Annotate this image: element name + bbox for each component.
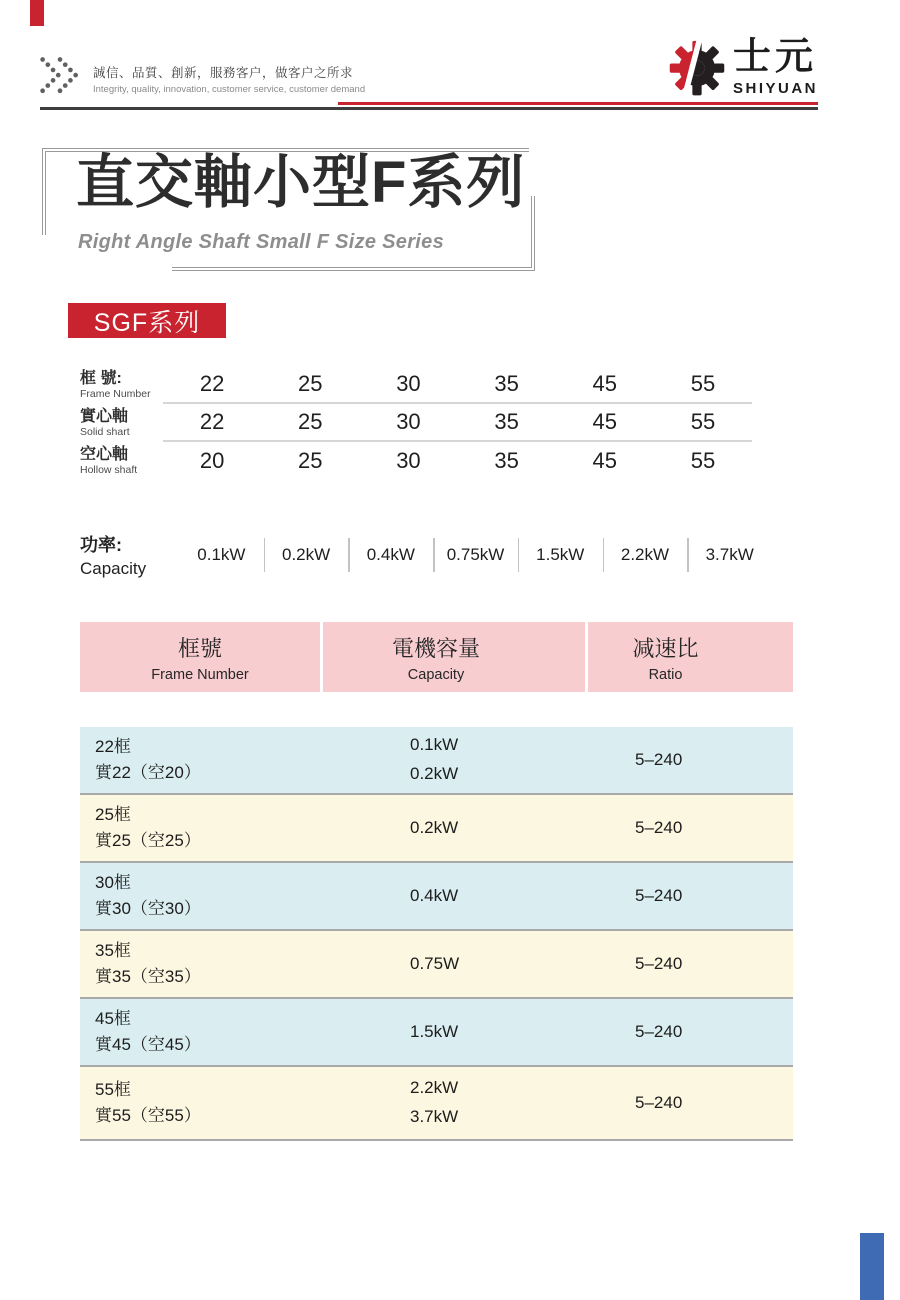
spec-value: 45 — [592, 371, 618, 396]
frame-line2: 實55（空55） — [95, 1106, 201, 1125]
ratio-value: 5–240 — [635, 750, 683, 769]
ratio-value: 5–240 — [635, 818, 683, 837]
capacity-line: 0.75W — [410, 953, 460, 973]
selection-table-body — [80, 727, 793, 1141]
frame-line1: 35框 — [95, 940, 131, 960]
spec-label-en: Solid shart — [80, 426, 130, 439]
brand-name-english: SHIYUAN — [733, 79, 819, 97]
spec-value: 30 — [396, 371, 421, 396]
spec-value: 55 — [690, 409, 716, 434]
cell-capacity — [330, 999, 560, 1065]
header-rule-red — [338, 102, 818, 105]
cell-frame — [80, 1067, 330, 1139]
ratio-value: 5–240 — [635, 1093, 683, 1112]
company-motto — [93, 63, 365, 95]
capacity-line: 0.4kW — [410, 885, 459, 905]
spec-row-solid-shaft — [80, 404, 752, 442]
header-en: Capacity — [407, 666, 465, 683]
cell-frame — [80, 795, 330, 861]
capacity-line: 2.2kW — [410, 1078, 459, 1098]
capacity-line: 1.5kW — [410, 1021, 459, 1041]
capacity-value: 0.2kW — [264, 535, 349, 575]
cell-ratio — [560, 863, 793, 929]
spec-values — [163, 442, 752, 480]
header-rule-dark — [40, 107, 818, 110]
capacity-value: 1.5kW — [518, 535, 603, 575]
spec-label-en: Frame Number — [80, 388, 151, 401]
cell-frame — [80, 727, 330, 793]
frame-line2: 實22（空20） — [95, 763, 201, 782]
spec-value: 20 — [199, 448, 225, 473]
frame-line2: 實45（空45） — [95, 1035, 201, 1054]
capacity-value: 0.75kW — [433, 535, 518, 575]
spec-row-label — [80, 404, 163, 442]
table-row — [80, 861, 793, 929]
capacity-value: 0.1kW — [197, 545, 246, 564]
cell-capacity — [330, 931, 560, 997]
capacity-label-en: Capacity — [80, 559, 147, 578]
capacity-line: 0.2kW — [410, 817, 459, 837]
cell-capacity — [330, 863, 560, 929]
spec-values — [163, 404, 752, 442]
gear-logo-icon — [666, 38, 728, 96]
spec-row-label — [80, 366, 163, 404]
spec-value: 35 — [494, 409, 519, 434]
cell-ratio — [560, 999, 793, 1065]
spec-row-frame-number — [80, 366, 752, 404]
page-corner-red-mark — [30, 0, 44, 26]
selection-table-header — [80, 622, 793, 692]
capacity-value: 0.4kW — [348, 535, 433, 575]
series-badge: SGF系列 — [68, 303, 226, 338]
spec-value: 45 — [592, 409, 618, 434]
ratio-value: 5–240 — [635, 886, 683, 905]
frame-line2: 實25（空25） — [95, 831, 201, 850]
capacity-label-zh: 功率: — [80, 535, 122, 555]
spec-label-zh: 框 號: — [80, 369, 122, 387]
spec-label-en: Hollow shaft — [80, 464, 138, 477]
spec-row-label — [80, 442, 163, 480]
capacity-line: 3.7kW — [410, 1107, 459, 1126]
header-en: Ratio — [648, 666, 683, 683]
cell-ratio — [560, 727, 793, 793]
cell-frame — [80, 999, 330, 1065]
header-cell-ratio — [588, 622, 793, 692]
header-en: Frame Number — [151, 666, 249, 683]
cell-capacity — [330, 727, 560, 793]
spec-value: 35 — [494, 448, 519, 473]
header-cell-capacity — [323, 622, 585, 692]
page-subtitle: Right Angle Shaft Small F Size Series — [78, 231, 444, 253]
spec-value: 25 — [298, 409, 323, 434]
table-row — [80, 1065, 793, 1141]
spec-value: 22 — [199, 371, 225, 396]
spec-value: 45 — [592, 448, 618, 473]
spec-value: 25 — [298, 371, 323, 396]
frame-line2: 實30（空30） — [95, 899, 201, 918]
spec-value: 30 — [396, 448, 421, 473]
spec-value: 22 — [199, 409, 225, 434]
spec-value: 55 — [690, 448, 716, 473]
capacity-values — [179, 535, 772, 575]
header-zh: 電機容量 — [391, 635, 480, 661]
frame-spec-table — [80, 366, 752, 480]
ratio-value: 5–240 — [635, 1022, 683, 1041]
brand-logo — [666, 38, 818, 97]
cell-ratio — [560, 931, 793, 997]
cell-ratio — [560, 795, 793, 861]
chevron-dots-icon — [40, 56, 80, 96]
table-row — [80, 727, 793, 793]
motto-english: Integrity, quality, innovation, customer service, customer demand — [93, 84, 366, 95]
selection-table — [80, 622, 793, 1141]
frame-line2: 實35（空35） — [95, 967, 201, 986]
header-zh: 减速比 — [632, 635, 699, 661]
brand-name-chinese: 士元 — [733, 36, 818, 78]
spec-value: 30 — [396, 409, 421, 434]
cell-ratio — [560, 1067, 793, 1139]
motto-chinese: 誠信、品質、創新，服務客户，做客户之所求 — [93, 66, 354, 80]
capacity-line: 0.1kW — [410, 735, 459, 755]
spec-values — [163, 366, 752, 404]
table-row — [80, 997, 793, 1065]
table-row — [80, 929, 793, 997]
frame-line1: 22框 — [95, 736, 131, 756]
capacity-value: 3.7kW — [687, 535, 772, 575]
page-title: 直交軸小型F系列 — [76, 150, 526, 215]
capacity-strip — [80, 527, 772, 583]
cell-capacity — [330, 795, 560, 861]
spec-label-zh: 實心軸 — [80, 407, 129, 425]
ratio-value: 5–240 — [635, 954, 683, 973]
capacity-label — [80, 531, 179, 579]
frame-line1: 55框 — [95, 1079, 131, 1099]
capacity-value: 2.2kW — [603, 535, 688, 575]
spec-value: 55 — [690, 371, 716, 396]
spec-value: 25 — [298, 448, 323, 473]
brand-name — [733, 38, 818, 97]
frame-line1: 30框 — [95, 872, 131, 892]
frame-line1: 45框 — [95, 1008, 131, 1028]
page-corner-blue-mark — [860, 1233, 884, 1300]
spec-label-zh: 空心軸 — [80, 445, 129, 463]
frame-line1: 25框 — [95, 804, 131, 824]
cell-capacity — [330, 1067, 560, 1139]
spec-value: 35 — [494, 371, 519, 396]
header-zh: 框號 — [177, 635, 222, 661]
header-cell-frame-number — [80, 622, 320, 692]
cell-frame — [80, 863, 330, 929]
capacity-line: 0.2kW — [410, 764, 459, 783]
table-row — [80, 793, 793, 861]
cell-frame — [80, 931, 330, 997]
spec-row-hollow-shaft — [80, 442, 752, 480]
